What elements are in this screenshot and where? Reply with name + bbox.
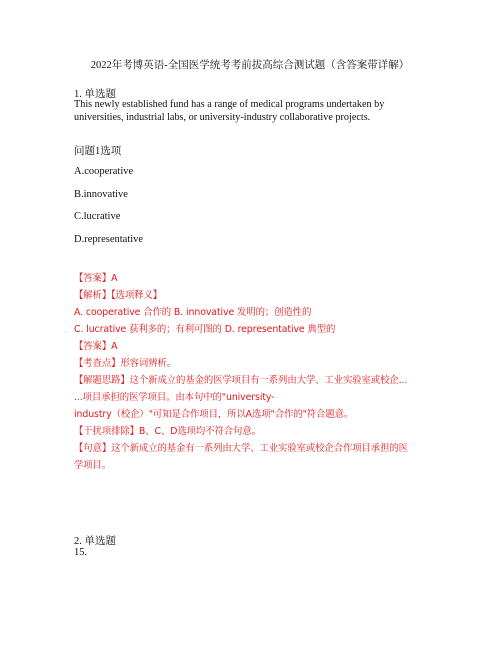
option-d: D.representative bbox=[74, 234, 144, 245]
options-heading: 问题1选项 bbox=[74, 146, 122, 157]
analysis-heading: 【解析】【选项释义】 bbox=[74, 290, 163, 301]
option-c: C.lucrative bbox=[74, 211, 121, 222]
question-1-type: 1. 单选题 bbox=[74, 89, 116, 100]
answer-line: 【答案】A bbox=[74, 273, 118, 284]
sentence-meaning-2: 学项目。 bbox=[74, 460, 112, 471]
answer-line-repeat: 【答案】A bbox=[74, 341, 118, 352]
solution-idea-3: industry（校企）"可知是合作项目，所以A选项"合作的"符合题意。 bbox=[74, 409, 354, 420]
solution-idea-2: ...项目承担的医学项目。由本句中的"university- bbox=[74, 392, 275, 403]
page-title: 2022年考博英语-全国医学统考考前拔高综合测试题（含答案带详解） bbox=[90, 60, 410, 71]
distractor-elimination: 【干扰项排除】B、C、D选项均不符合句意。 bbox=[74, 426, 261, 437]
option-a: A.cooperative bbox=[74, 166, 134, 177]
solution-idea-1: 【解题思路】这个新成立的基金的医学项目有一系列由大学、工业实验室或校企... bbox=[74, 375, 408, 386]
sentence-meaning-1: 【句意】这个新成立的基金有一系列由大学、工业实验室或校企合作项目承担的医 bbox=[74, 443, 408, 454]
option-b: B.innovative bbox=[74, 189, 128, 200]
question-1-stem: This newly established fund has a range of medical programs undertaken by universities, industrial labs, or university-industry collaborative projects. bbox=[74, 99, 385, 123]
option-definitions-1: A. cooperative 合作的 B. innovative 发明的；创造性的 bbox=[74, 307, 312, 318]
option-definitions-2: C. lucrative 获利多的；有利可图的 D. representative 典型的 bbox=[74, 324, 336, 335]
question-2-number: 15. bbox=[74, 547, 88, 558]
test-point: 【考查点】形容词辨析。 bbox=[74, 358, 177, 369]
question-2-type: 2. 单选题 bbox=[74, 536, 116, 547]
